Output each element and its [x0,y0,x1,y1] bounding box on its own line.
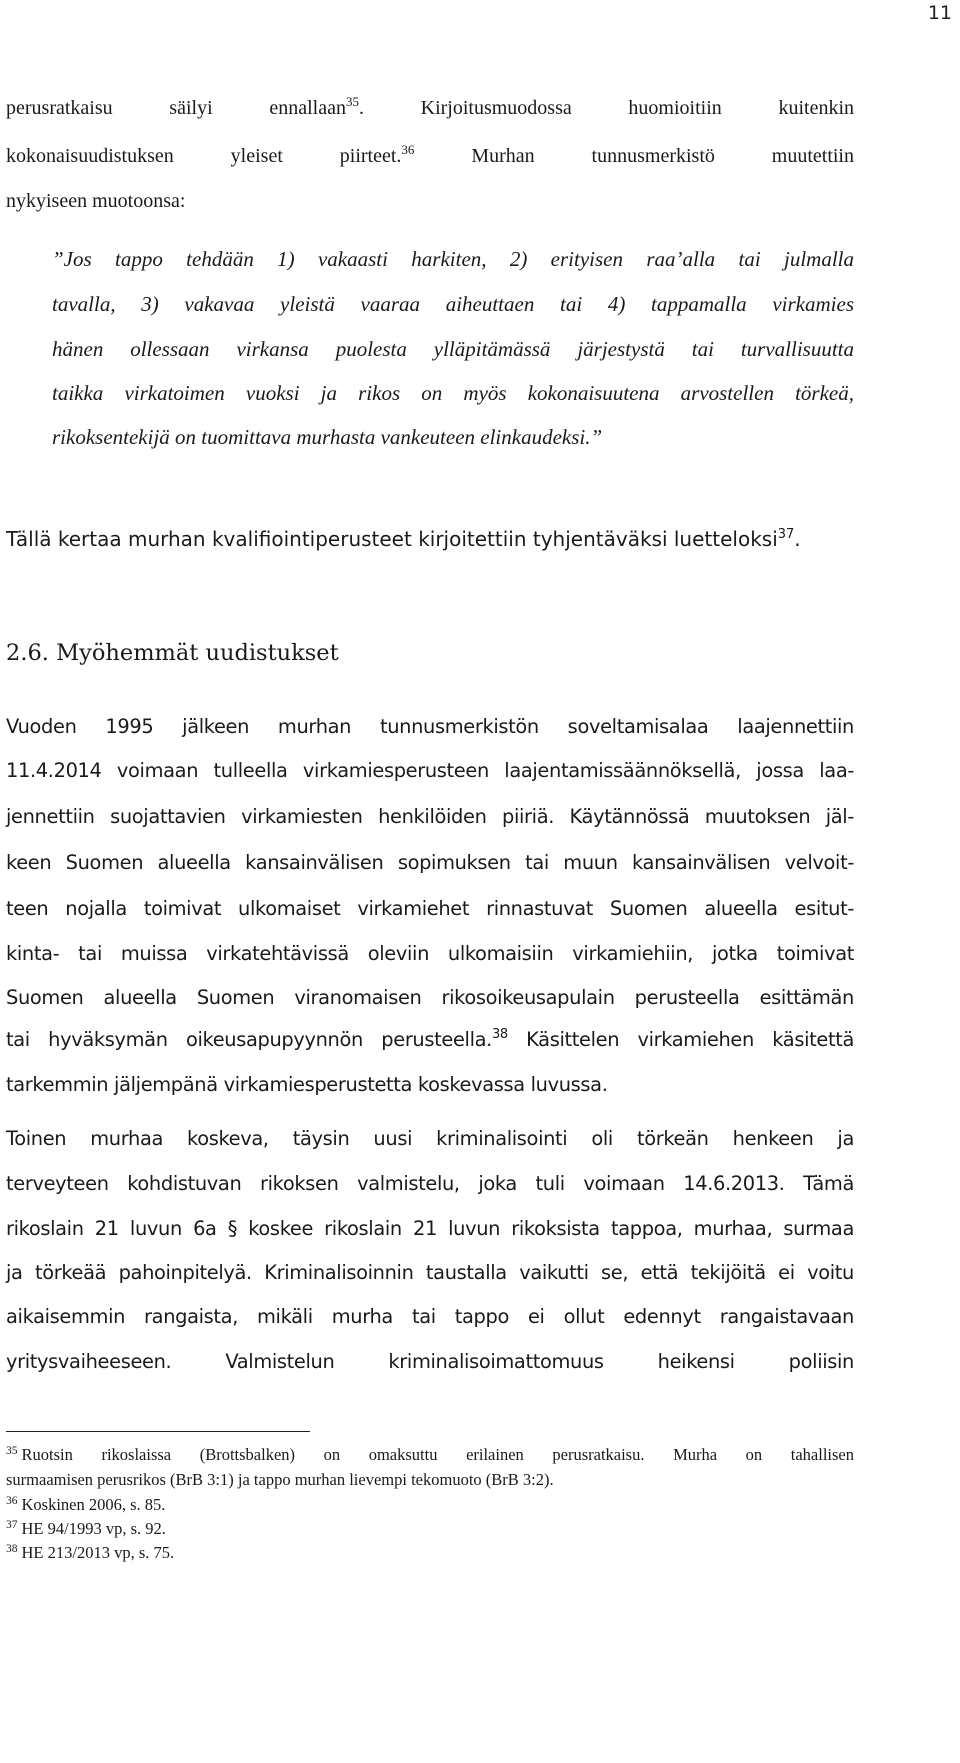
intro-line-1 [6,94,854,120]
footnote-text: HE 213/2013 vp, s. 75. [21,1543,175,1562]
quote-line: ”Jos tappo tehdään 1) vakaasti harkiten, 2) erityisen raa’alla tai julmalla [52,247,854,271]
footnote-38 [6,1543,854,1563]
section-heading: 2.6. Myöhemmät uudistukset [6,640,339,666]
footnote-36 [6,1495,854,1515]
paragraph-2-line: rikoslain 21 luvun 6a § koskee rikoslain 21 luvun rikoksista tappoa, murhaa, surmaa [6,1217,854,1240]
paragraph-1-line: keen Suomen alueella kansainvälisen sopimuksen tai muun kansainvälisen velvoit- [6,851,854,874]
quote-line: hänen ollessaan virkansa puolesta ylläpitämässä järjestystä tai turvallisuutta [52,337,854,361]
paragraph-2-line: ja törkeää pahoinpitelyä. Kriminalisoinnin taustalla vaikutti se, että tekijöitä ei voitu [6,1261,854,1284]
quote-line: rikoksentekijä on tuomittava murhasta vankeuteen elinkaudeksi.” [52,425,603,449]
paragraph-2-line: terveyteen kohdistuvan rikoksen valmistelu, joka tuli voimaan 14.6.2013. Tämä [6,1172,854,1195]
footnote-number: 37 [6,1519,18,1531]
after-quote-text: Tällä kertaa murhan kvalifiointiperusteet kirjoitettiin tyhjentäväksi luetteloksi [6,527,778,551]
paragraph-1-line: jennettiin suojattavien virkamiesten henkilöiden piiriä. Käytännössä muutoksen jäl- [6,805,854,828]
footnote-ref-35[interactable]: 35 [345,94,359,109]
intro-text: perusratkaisu säilyi ennallaan [6,97,346,119]
intro-text: kokonaisuudistuksen yleiset piirteet. [6,145,402,167]
paragraph-2-line: Toinen murhaa koskeva, täysin uusi kriminalisointi oli törkeän henkeen ja [6,1127,854,1150]
intro-line-2 [6,142,854,168]
paragraph-1-line [6,1028,854,1051]
footnote-number: 36 [6,1495,18,1507]
after-quote-line [6,527,854,551]
footnote-35 [6,1445,854,1465]
footnote-number: 35 [6,1445,18,1457]
paragraph-2-line: aikaisemmin rangaista, mikäli murha tai tappo ei ollut edennyt rangaistavaan [6,1305,854,1328]
footnote-37 [6,1519,854,1539]
footnote-ref-38[interactable]: 38 [491,1027,508,1042]
intro-text: . Kirjoitusmuodossa huomioitiin kuitenkin [358,97,854,119]
footnote-ref-37[interactable]: 37 [777,527,795,542]
paragraph-1-text: tai hyväksymän oikeusapupyynnön perusteella. [6,1028,492,1051]
footnote-text: HE 94/1993 vp, s. 92. [21,1519,166,1538]
footnote-text: Ruotsin rikoslaissa (Brottsbalken) on omaksuttu erilainen perusratkaisu. Murha on tahallisen [21,1445,854,1464]
paragraph-1-line: 11.4.2014 voimaan tulleella virkamiesperusteen laajentamissäännöksellä, jossa laa- [6,759,854,782]
paragraph-1-line: Vuoden 1995 jälkeen murhan tunnusmerkistön soveltamisalaa laajennettiin [6,715,854,738]
footnote-35-continued: surmaamisen perusrikos (BrB 3:1) ja tappo murhan lievempi tekomuoto (BrB 3:2). [6,1470,554,1489]
page-number: 11 [927,2,952,24]
footnote-separator [6,1431,310,1432]
paragraph-1-line: Suomen alueella Suomen viranomaisen rikosoikeusapulain perusteella esittämän [6,986,854,1009]
quote-line: tavalla, 3) vakavaa yleistä vaaraa aiheuttaen tai 4) tappamalla virkamies [52,292,854,316]
footnote-number: 38 [6,1543,18,1555]
footnote-ref-36[interactable]: 36 [401,142,415,157]
intro-text: Murhan tunnusmerkistö muutettiin [414,145,854,167]
paragraph-1-line: teen nojalla toimivat ulkomaiset virkamiehet rinnastuvat Suomen alueella esitut- [6,897,854,920]
footnote-text: Koskinen 2006, s. 85. [21,1495,166,1514]
after-quote-tail: . [794,527,801,551]
paragraph-1-text: Käsittelen virkamiehen käsitettä [507,1028,854,1051]
intro-line-3: nykyiseen muotoonsa: [6,190,186,212]
quote-line: taikka virkatoimen vuoksi ja rikos on myös kokonaisuutena arvostellen törkeä, [52,381,854,405]
paragraph-1-line: kinta- tai muissa virkatehtävissä oleviin ulkomaisiin virkamiehiin, jotka toimivat [6,942,854,965]
paragraph-1-line: tarkemmin jäljempänä virkamiesperustetta koskevassa luvussa. [6,1073,608,1096]
paragraph-2-line: yritysvaiheeseen. Valmistelun kriminalisoimattomuus heikensi poliisin [6,1350,854,1373]
